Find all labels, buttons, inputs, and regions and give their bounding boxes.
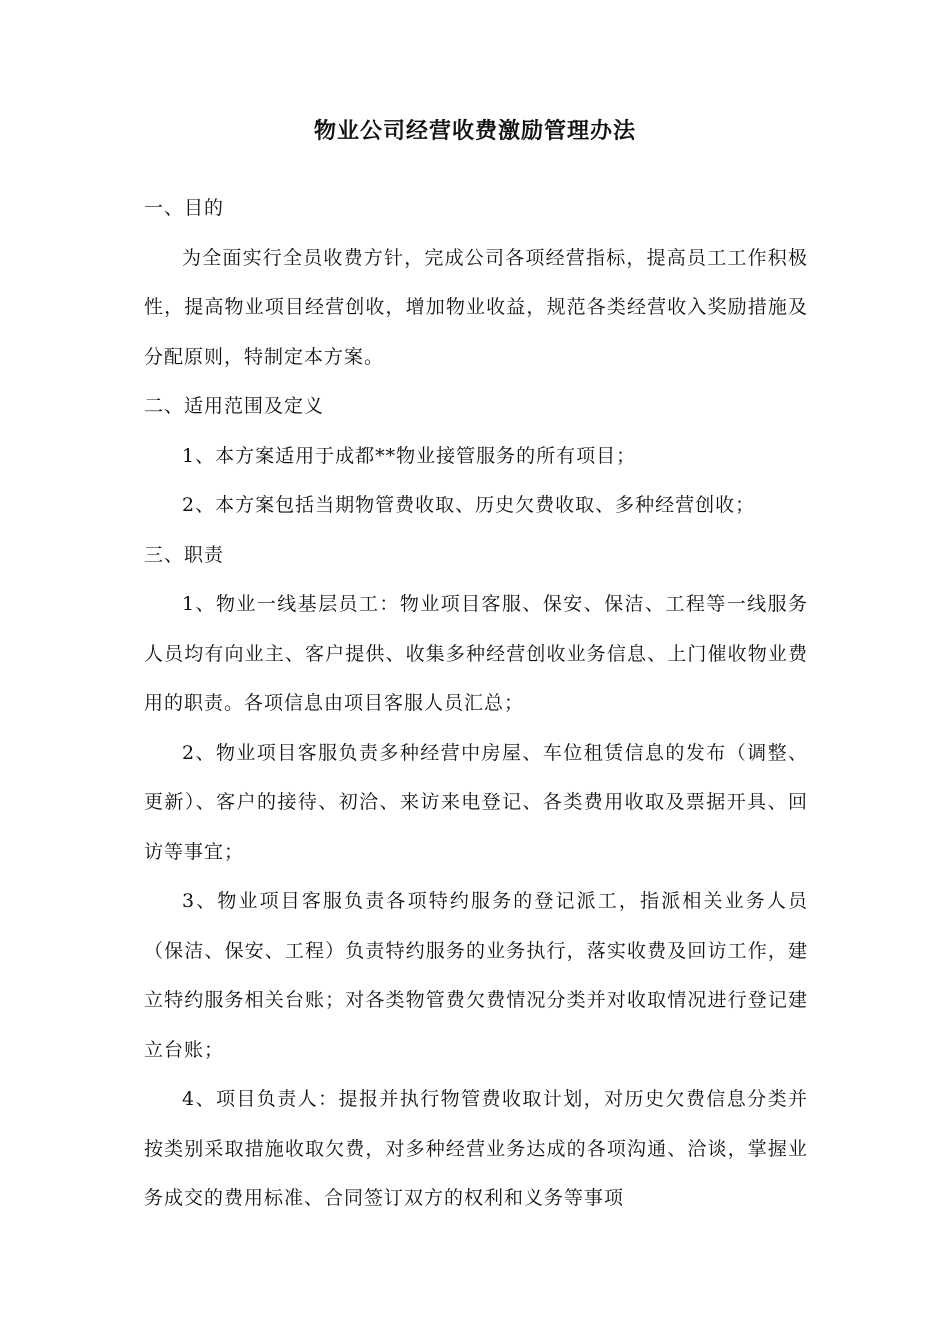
section-heading-purpose: 一、目的 xyxy=(144,197,225,219)
document-title: 物业公司经营收费激励管理办法 xyxy=(313,119,636,144)
paragraph: 为全面实行全员收费方针，完成公司各项经营指标，提高员工工作积极性，提高物业项目经营创收，增加物业收益，规范各类经营收入奖励措施及分配原则，特制定本方案。 xyxy=(144,246,808,368)
section-heading-responsibilities: 三、职责 xyxy=(144,543,225,566)
paragraph: 3、物业项目客服负责各项特约服务的登记派工，指派相关业务人员（保洁、保安、工程）负责特约服务的业务执行，落实收费及回访工作，建立特约服务相关台账；对各类物管费欠费情况分类并对收取情况进行登记建立台账； xyxy=(144,890,808,1061)
paragraph: 2、物业项目客服负责多种经营中房屋、车位租赁信息的发布（调整、更新）、客户的接待、初洽、来访来电登记、各类费用收取及票据开具、回访等事宜； xyxy=(144,741,808,863)
document-body xyxy=(144,184,808,1224)
paragraph: 1、本方案适用于成都**物业接管服务的所有项目； xyxy=(182,444,637,467)
paragraph: 1、物业一线基层员工：物业项目客服、保安、保洁、工程等一线服务人员均有向业主、客户提供、收集多种经营创收业务信息、上门催收物业费用的职责。各项信息由项目客服人员汇总； xyxy=(144,593,808,714)
paragraph: 2、本方案包括当期物管费收取、历史欠费收取、多种经营创收； xyxy=(182,494,756,516)
paragraph: 4、项目负责人：提报并执行物管费收取计划，对历史欠费信息分类并按类别采取措施收取欠费，对多种经营业务达成的各项沟通、洽谈，掌握业务成交的费用标准、合同签订双方的权利和义务等事项 xyxy=(144,1088,808,1209)
section-heading-scope: 二、适用范围及定义 xyxy=(144,395,325,417)
